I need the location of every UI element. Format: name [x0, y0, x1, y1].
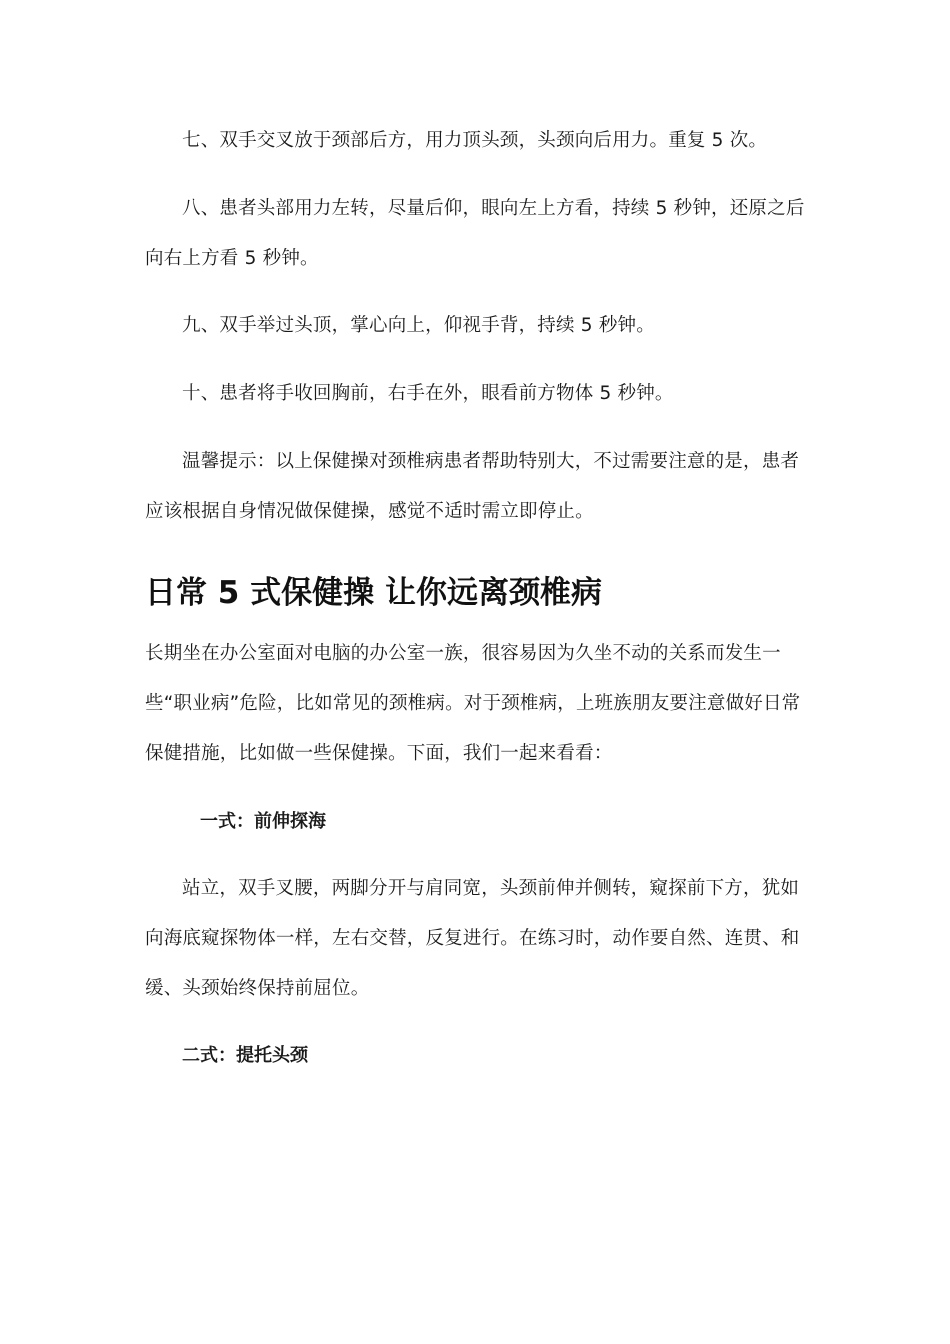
- move-2-title: 二式：提托头颈: [182, 1045, 308, 1066]
- paragraph-step-7: 七、双手交叉放于颈部后方，用力顶头颈，头颈向后用力。重复 5 次。: [182, 130, 768, 151]
- move-1-title: 一式：前伸探海: [200, 811, 326, 832]
- paragraph-step-10: 十、患者将手收回胸前，右手在外，眼看前方物体 5 秒钟。: [182, 383, 674, 404]
- move-1-body: 站立，双手叉腰，两脚分开与肩同宽，头颈前伸并侧转，窥探前下方，犹如向海底窥探物体一样，左右交替，反复进行。在练习时，动作要自然、连贯、和缓、头颈始终保持前屈位。: [145, 878, 800, 999]
- paragraph-step-8: 八、患者头部用力左转，尽量后仰，眼向左上方看，持续 5 秒钟，还原之后向右上方看 5 秒钟。: [145, 198, 805, 269]
- paragraph-tip: 温馨提示：以上保健操对颈椎病患者帮助特别大，不过需要注意的是，患者应该根据自身情况做保健操，感觉不适时需立即停止。: [145, 451, 800, 522]
- paragraph-step-9: 九、双手举过头顶，掌心向上，仰视手背，持续 5 秒钟。: [182, 315, 655, 336]
- section-title: 日常 5 式保健操 让你远离颈椎病: [145, 575, 602, 611]
- section-intro: 长期坐在办公室面对电脑的办公室一族，很容易因为久坐不动的关系而发生一些“职业病”危险，比如常见的颈椎病。对于颈椎病，上班族朋友要注意做好日常保健措施，比如做一些保健操。下面，我们一起来看看：: [145, 643, 801, 764]
